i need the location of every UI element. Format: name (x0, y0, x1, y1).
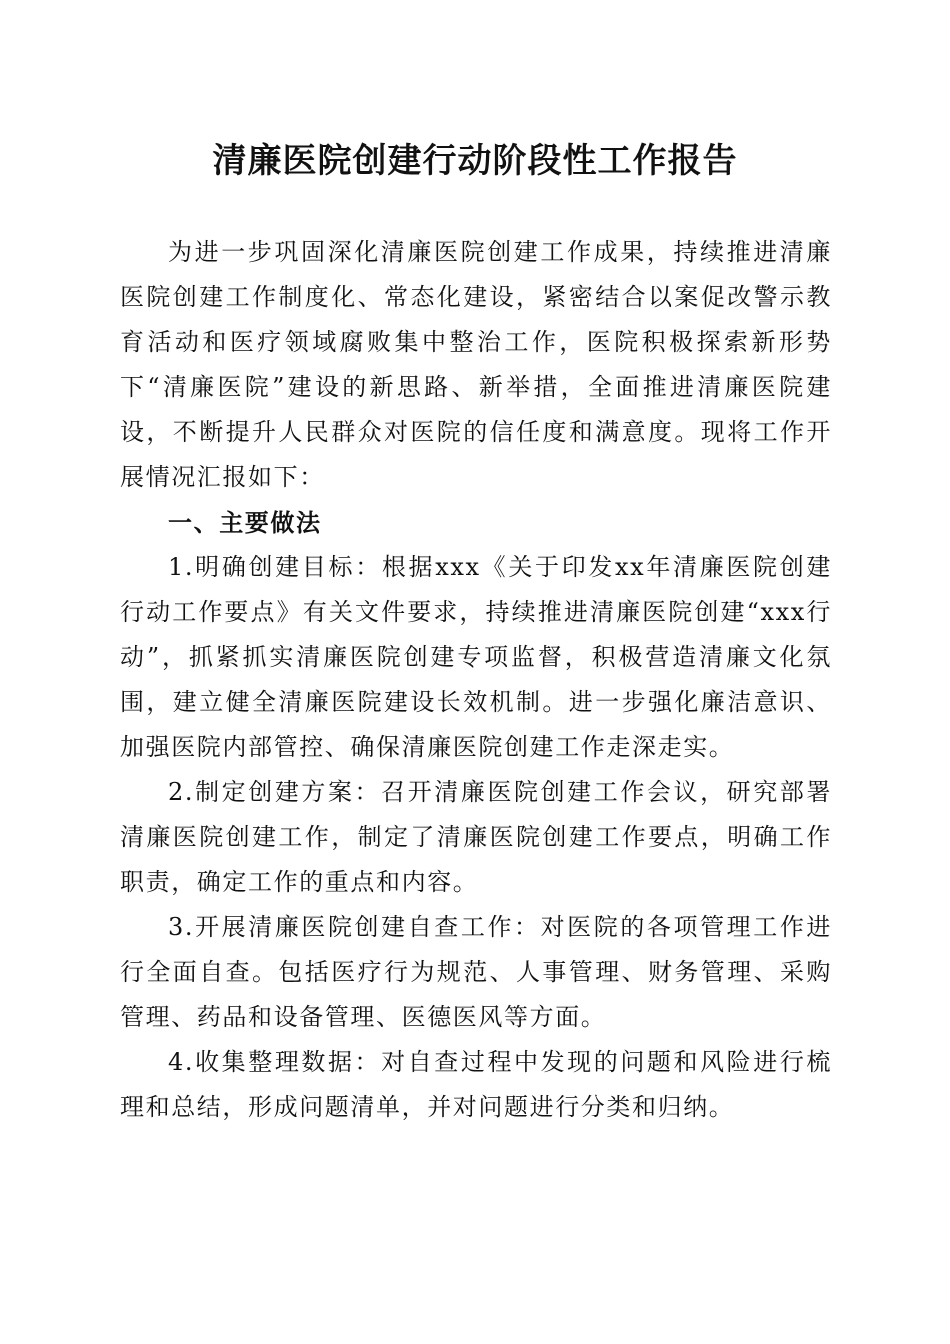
item-paragraph-2: 2.制定创建方案：召开清廉医院创建工作会议，研究部署清廉医院创建工作，制定了清廉医院创建工作要点，明确工作职责，确定工作的重点和内容。 (120, 778, 832, 896)
item-paragraph-4: 4.收集整理数据：对自查过程中发现的问题和风险进行梳理和总结，形成问题清单，并对问题进行分类和归纳。 (120, 1048, 832, 1121)
intro-paragraph: 为进一步巩固深化清廉医院创建工作成果，持续推进清廉医院创建工作制度化、常态化建设，紧密结合以案促改警示教育活动和医疗领域腐败集中整治工作，医院积极探索新形势下“清廉医院”建设的新思路、新举措，全面推进清廉医院建设，不断提升人民群众对医院的信任度和满意度。现将工作开展情况汇报如下： (120, 238, 832, 491)
section-heading-main-practices: 一、主要做法 (168, 508, 322, 537)
item-paragraph-1: 1.明确创建目标：根据xxx《关于印发xx年清廉医院创建行动工作要点》有关文件要求，持续推进清廉医院创建“xxx行动”，抓紧抓实清廉医院创建专项监督，积极营造清廉文化氛围，建立健全清廉医院建设长效机制。进一步强化廉洁意识、加强医院内部管控、确保清廉医院创建工作走深走实。 (120, 553, 832, 761)
document-body (120, 230, 832, 1130)
item-paragraph-3: 3.开展清廉医院创建自查工作：对医院的各项管理工作进行全面自查。包括医疗行为规范、人事管理、财务管理、采购管理、药品和设备管理、医德医风等方面。 (120, 913, 832, 1031)
document-title: 清廉医院创建行动阶段性工作报告 (212, 141, 738, 181)
